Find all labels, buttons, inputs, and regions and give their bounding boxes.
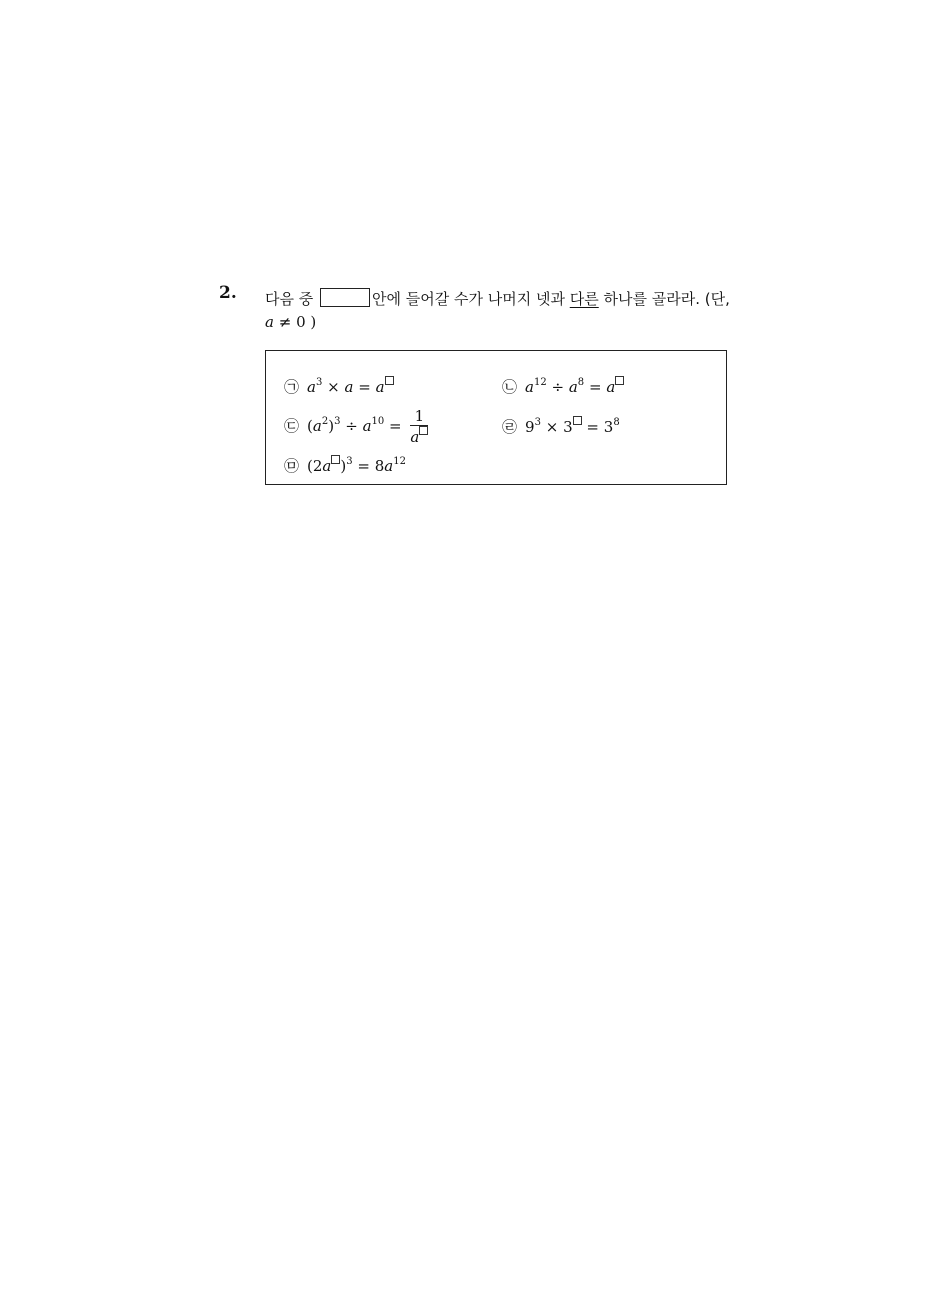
choice-2: ㉡ $a^{12} \div a^8 = a$ (502, 376, 624, 397)
choice-marker: ㉣ (502, 418, 518, 436)
stem-after: 하나를 골라라. (단, (598, 290, 730, 308)
choice-5: ㉤ (2a )$^3 = 8a^{12}$ (284, 456, 406, 475)
blank-square (419, 426, 428, 435)
choice-marker: ㉤ (284, 457, 300, 475)
stem-before: 다음 중 (265, 290, 319, 308)
question-condition: a ≠ 0 ) (265, 313, 317, 331)
fraction: $\frac{1}{a}$ (410, 408, 428, 446)
blank-square (385, 376, 394, 385)
choices-box (265, 350, 727, 485)
blank-square (573, 416, 582, 425)
question-number: 2. (219, 283, 237, 303)
choice-1: ㉠ $a^3 \times a = a$ (284, 376, 394, 397)
question-stem (265, 285, 755, 313)
stem-underlined: 다른 (569, 290, 599, 308)
choice-marker: ㉢ (284, 417, 300, 435)
answer-blank-box (320, 288, 370, 307)
choice-marker: ㉡ (502, 378, 518, 396)
choice-3: ㉢ $(a^2)^3 \div a^{10}$ = $\frac{1}{a}$ (284, 408, 428, 446)
choice-marker: ㉠ (284, 378, 300, 396)
stem-middle: 안에 들어갈 수가 나머지 넷과 (372, 290, 570, 308)
choice-4: ㉣ $9^3 \times 3 = 3^8$ (502, 417, 620, 436)
blank-square (615, 376, 624, 385)
